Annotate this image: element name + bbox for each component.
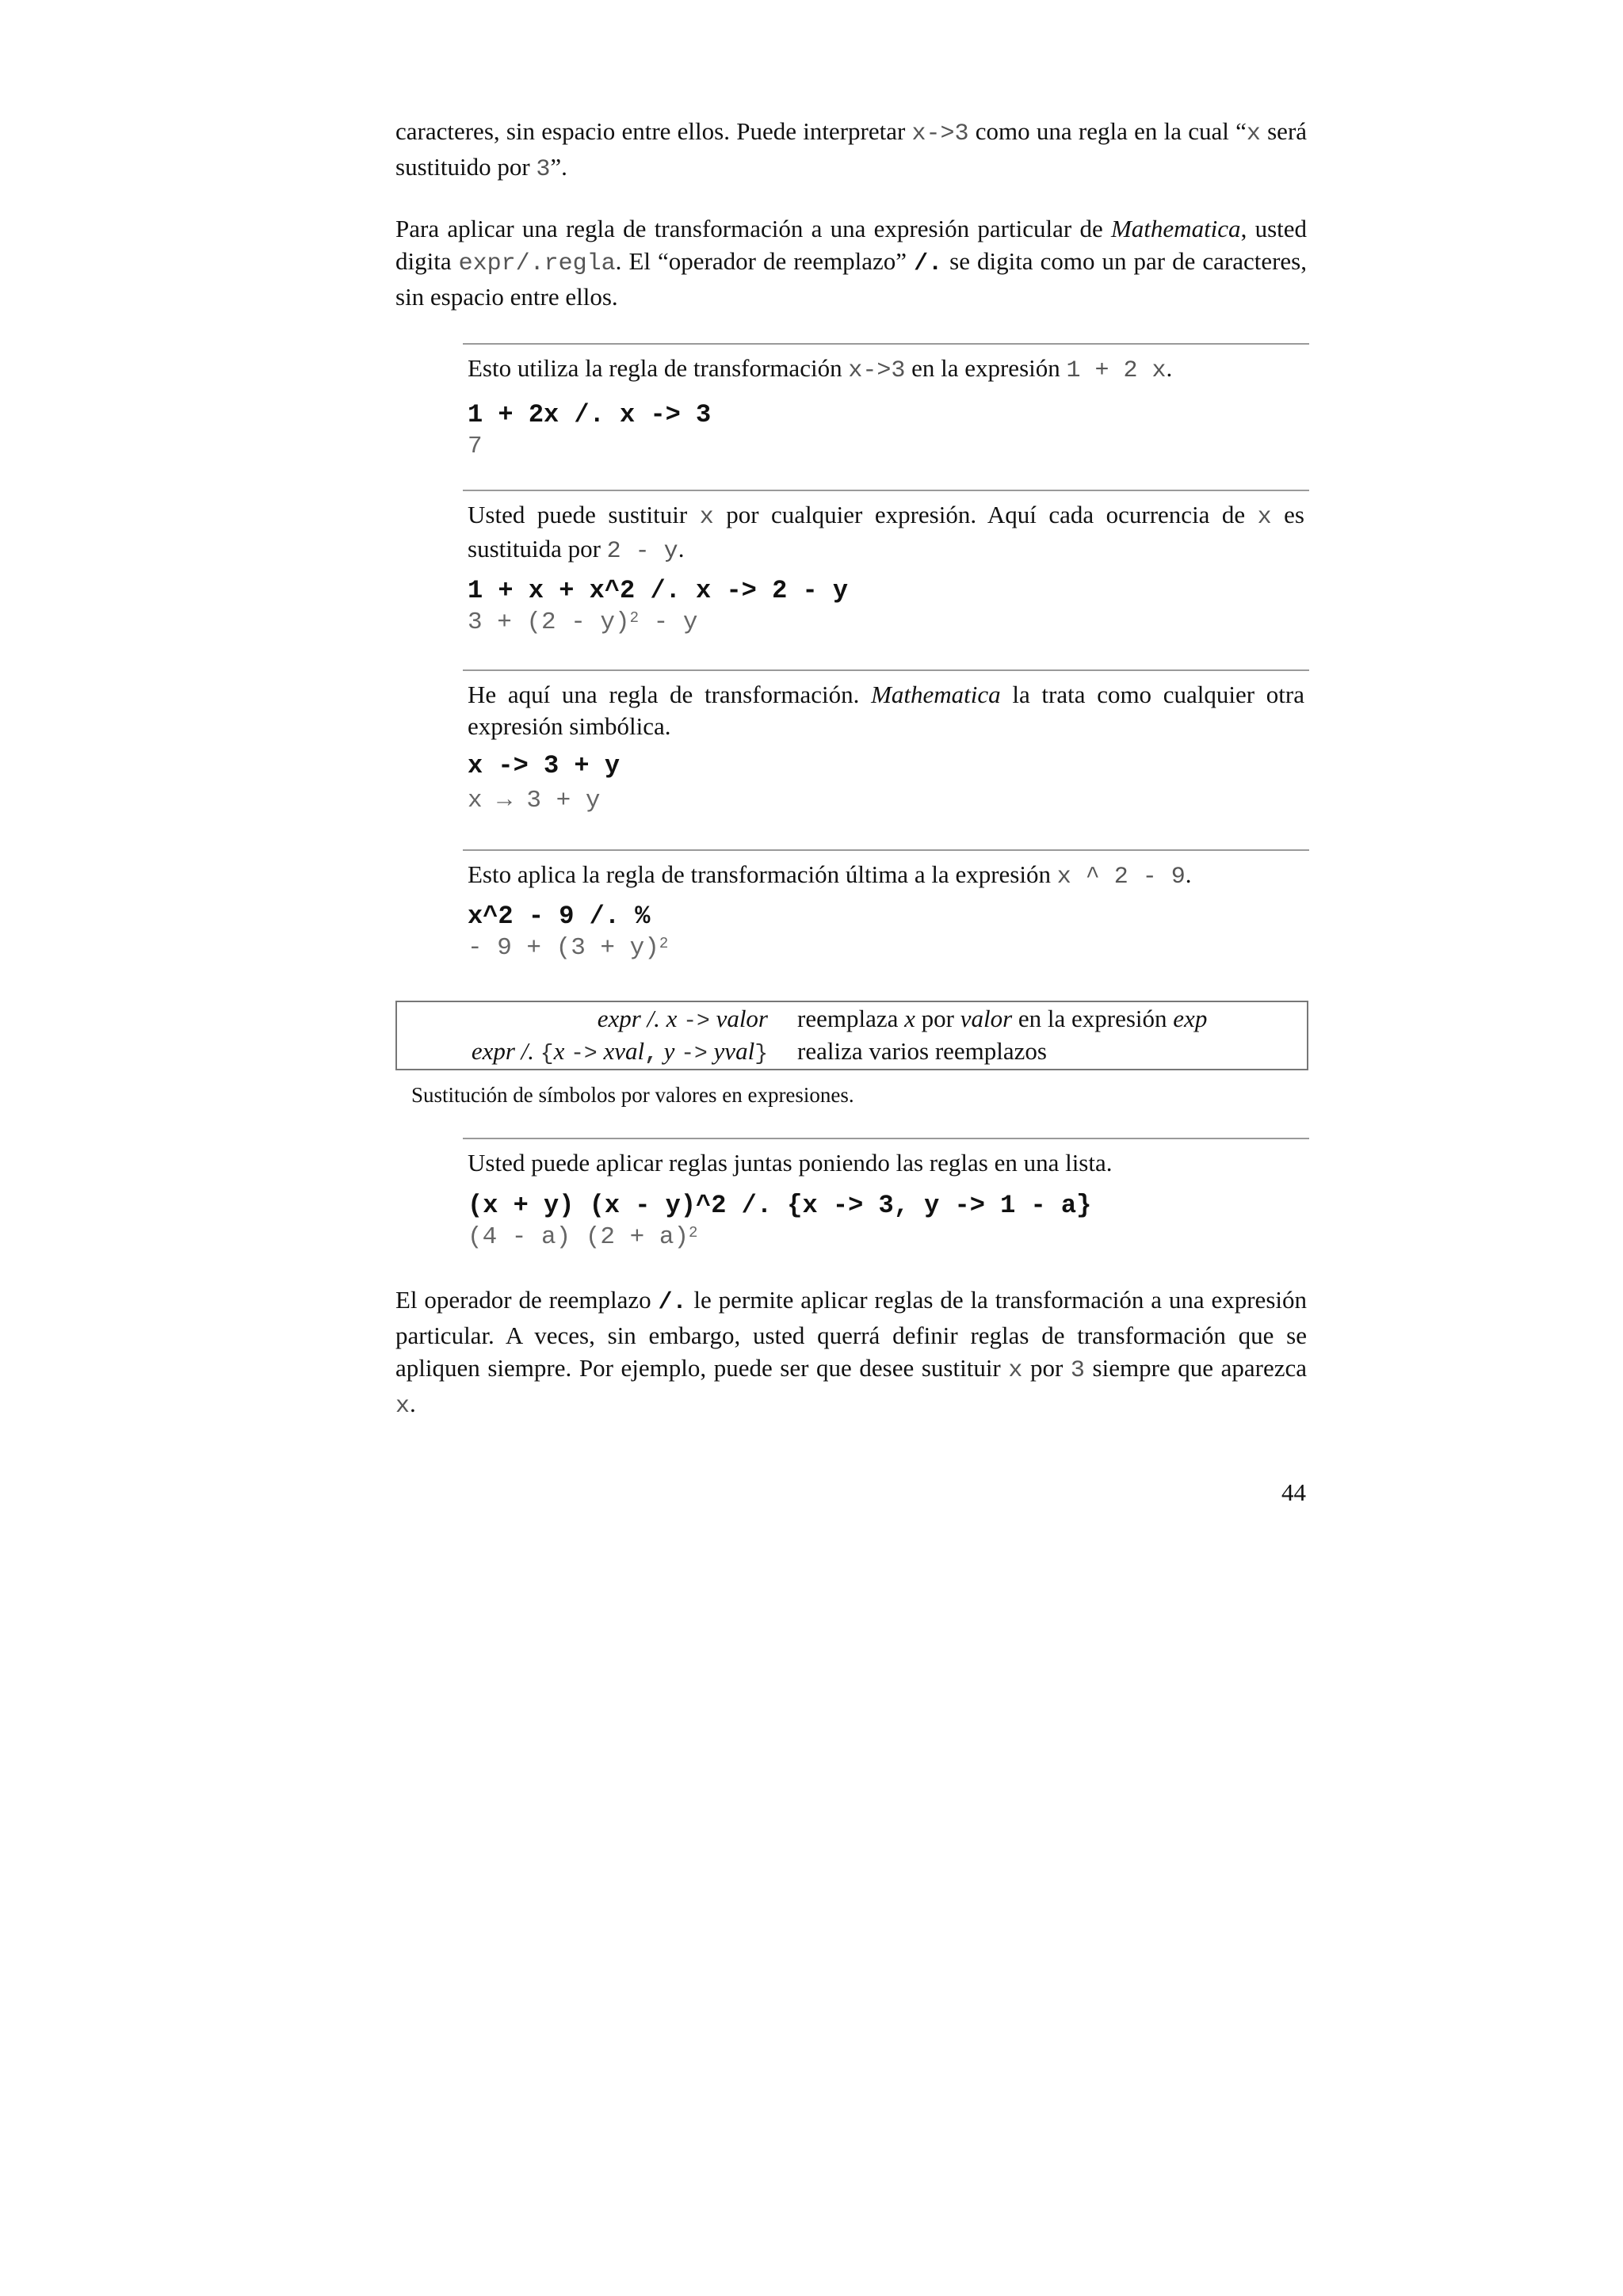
cell-input: x^2 - 9 /. % [468, 902, 651, 931]
arrow-text: -> [571, 1042, 598, 1066]
cell-description [468, 859, 1304, 893]
example-cell-2 [463, 490, 1309, 639]
inline-code: x [1257, 504, 1272, 531]
inline-code: x ^ 2 - 9 [1056, 864, 1186, 891]
inline-code: /. [658, 1289, 687, 1316]
text: por cualquier expresión. Aquí cada ocurrencia de [713, 501, 1258, 528]
brace-text: } [754, 1042, 768, 1066]
inline-code: x->3 [911, 120, 969, 147]
example-cell-3 [463, 669, 1309, 817]
text-italic: exp [1173, 1005, 1208, 1032]
text: El operador de reemplazo [395, 1286, 659, 1314]
text: caracteres, sin espacio entre ellos. Puede interpretar [395, 117, 912, 145]
text: - y [639, 608, 698, 636]
superscript: 2 [659, 935, 669, 952]
cell-input: (x + y) (x - y)^2 /. {x -> 3, y -> 1 - a} [468, 1191, 1092, 1220]
text: y [657, 1037, 682, 1065]
text: - 9 + (3 + y) [468, 934, 659, 962]
text: se digita como un par de caracteres, sin espacio entre ellos. [395, 247, 1307, 311]
superscript: 2 [629, 609, 640, 627]
page-number: 44 [1281, 1478, 1306, 1506]
text: (4 - a) (2 + a) [468, 1223, 689, 1251]
text: la trata como cualquier otra expresión simbólica. [468, 681, 1304, 740]
arrow-text: -> [683, 1009, 710, 1034]
text-italic: x [904, 1005, 915, 1032]
text: es sustituida por [468, 501, 1304, 563]
text-italic: valor [960, 1005, 1013, 1032]
text: . [1185, 860, 1192, 888]
cell-description [468, 499, 1304, 567]
inline-code: 2 - y [606, 538, 678, 565]
text: x [553, 1037, 571, 1065]
inline-code: x [699, 504, 714, 531]
text: reemplaza [797, 1005, 905, 1032]
example-cell-4 [463, 849, 1309, 964]
text: . El “operador de reemplazo” [615, 247, 915, 275]
summary-table [395, 1001, 1308, 1070]
paragraph-intro [395, 115, 1307, 186]
inline-code: 3 [536, 156, 551, 183]
text: en la expresión [905, 354, 1067, 382]
text: siempre que aparezca [1084, 1354, 1307, 1382]
inline-code: x->3 [848, 357, 906, 384]
cell-output: x → 3 + y [468, 787, 601, 814]
comma-text: , [644, 1042, 658, 1066]
table-cell-syntax [472, 1035, 768, 1070]
inline-code: 3 [1070, 1357, 1085, 1384]
cell-description [468, 353, 1304, 387]
text-italic: Mathematica [871, 681, 1001, 708]
text: Esto aplica la regla de transformación última a la expresión [468, 860, 1057, 888]
cell-output [468, 1222, 1304, 1253]
text: . [1166, 354, 1173, 382]
table-row [397, 1035, 1307, 1067]
cell-input: 1 + x + x^2 /. x -> 2 - y [468, 576, 849, 605]
table-cell-syntax [598, 1003, 768, 1038]
example-cell-1 [463, 343, 1309, 463]
text: como una regla en la cual “ [968, 117, 1247, 145]
cell-input: 1 + 2x /. x -> 3 [468, 400, 712, 429]
text: xval [597, 1037, 645, 1065]
table-caption: Sustitución de símbolos por valores en expresiones. [411, 1083, 854, 1107]
cell-output [468, 933, 1304, 964]
text-italic: Mathematica [1110, 215, 1241, 242]
text: 3 + (2 - y) [468, 608, 630, 636]
cell-output [468, 607, 1304, 639]
text: valor [709, 1005, 768, 1032]
text: por [915, 1005, 960, 1032]
cell-output: 7 [468, 433, 483, 460]
arrow-text: -> [681, 1042, 708, 1066]
text: . [678, 535, 685, 563]
inline-code: x [395, 1393, 411, 1420]
text: yval [707, 1037, 755, 1065]
brace-text: { [540, 1042, 554, 1066]
text: Usted puede sustituir [468, 501, 700, 528]
paragraph-global-rules [395, 1283, 1307, 1423]
inline-code: /. [914, 250, 943, 277]
superscript: 2 [689, 1224, 698, 1241]
text: expr /. [471, 1037, 540, 1065]
table-cell-description [797, 1003, 1207, 1035]
text: expr /. x [597, 1005, 684, 1032]
text: Esto utiliza la regla de transformación [468, 354, 849, 382]
text: Para aplicar una regla de transformación a una expresión particular de [395, 215, 1111, 242]
inline-code: expr/.regla [458, 250, 616, 277]
example-cell-5 [463, 1138, 1309, 1253]
inline-code: 1 + 2 x [1066, 357, 1167, 384]
table-cell-description: realiza varios reemplazos [797, 1037, 1047, 1065]
inline-code: x [1008, 1357, 1023, 1384]
paragraph-apply-rule [395, 212, 1307, 313]
text: He aquí una regla de transformación. [468, 681, 872, 708]
text: ”. [550, 153, 567, 181]
cell-description [468, 679, 1304, 742]
table-row [397, 1003, 1307, 1035]
cell-description: Usted puede aplicar reglas juntas poniendo las reglas en una lista. [468, 1149, 1113, 1177]
inline-code: x [1246, 120, 1261, 147]
text: , usted digita [395, 215, 1308, 275]
text: será sustituido por [395, 117, 1308, 181]
cell-input: x -> 3 + y [468, 751, 621, 780]
text: le permite aplicar reglas de la transformación a una expresión particular. A veces, sin embargo, usted querrá definir reglas de transformación que se apliquen siempre. Por ejemplo, puede ser que desee sustituir [395, 1286, 1307, 1382]
text: por [1022, 1354, 1071, 1382]
text: en la expresión [1012, 1005, 1174, 1032]
text: . [410, 1390, 416, 1417]
